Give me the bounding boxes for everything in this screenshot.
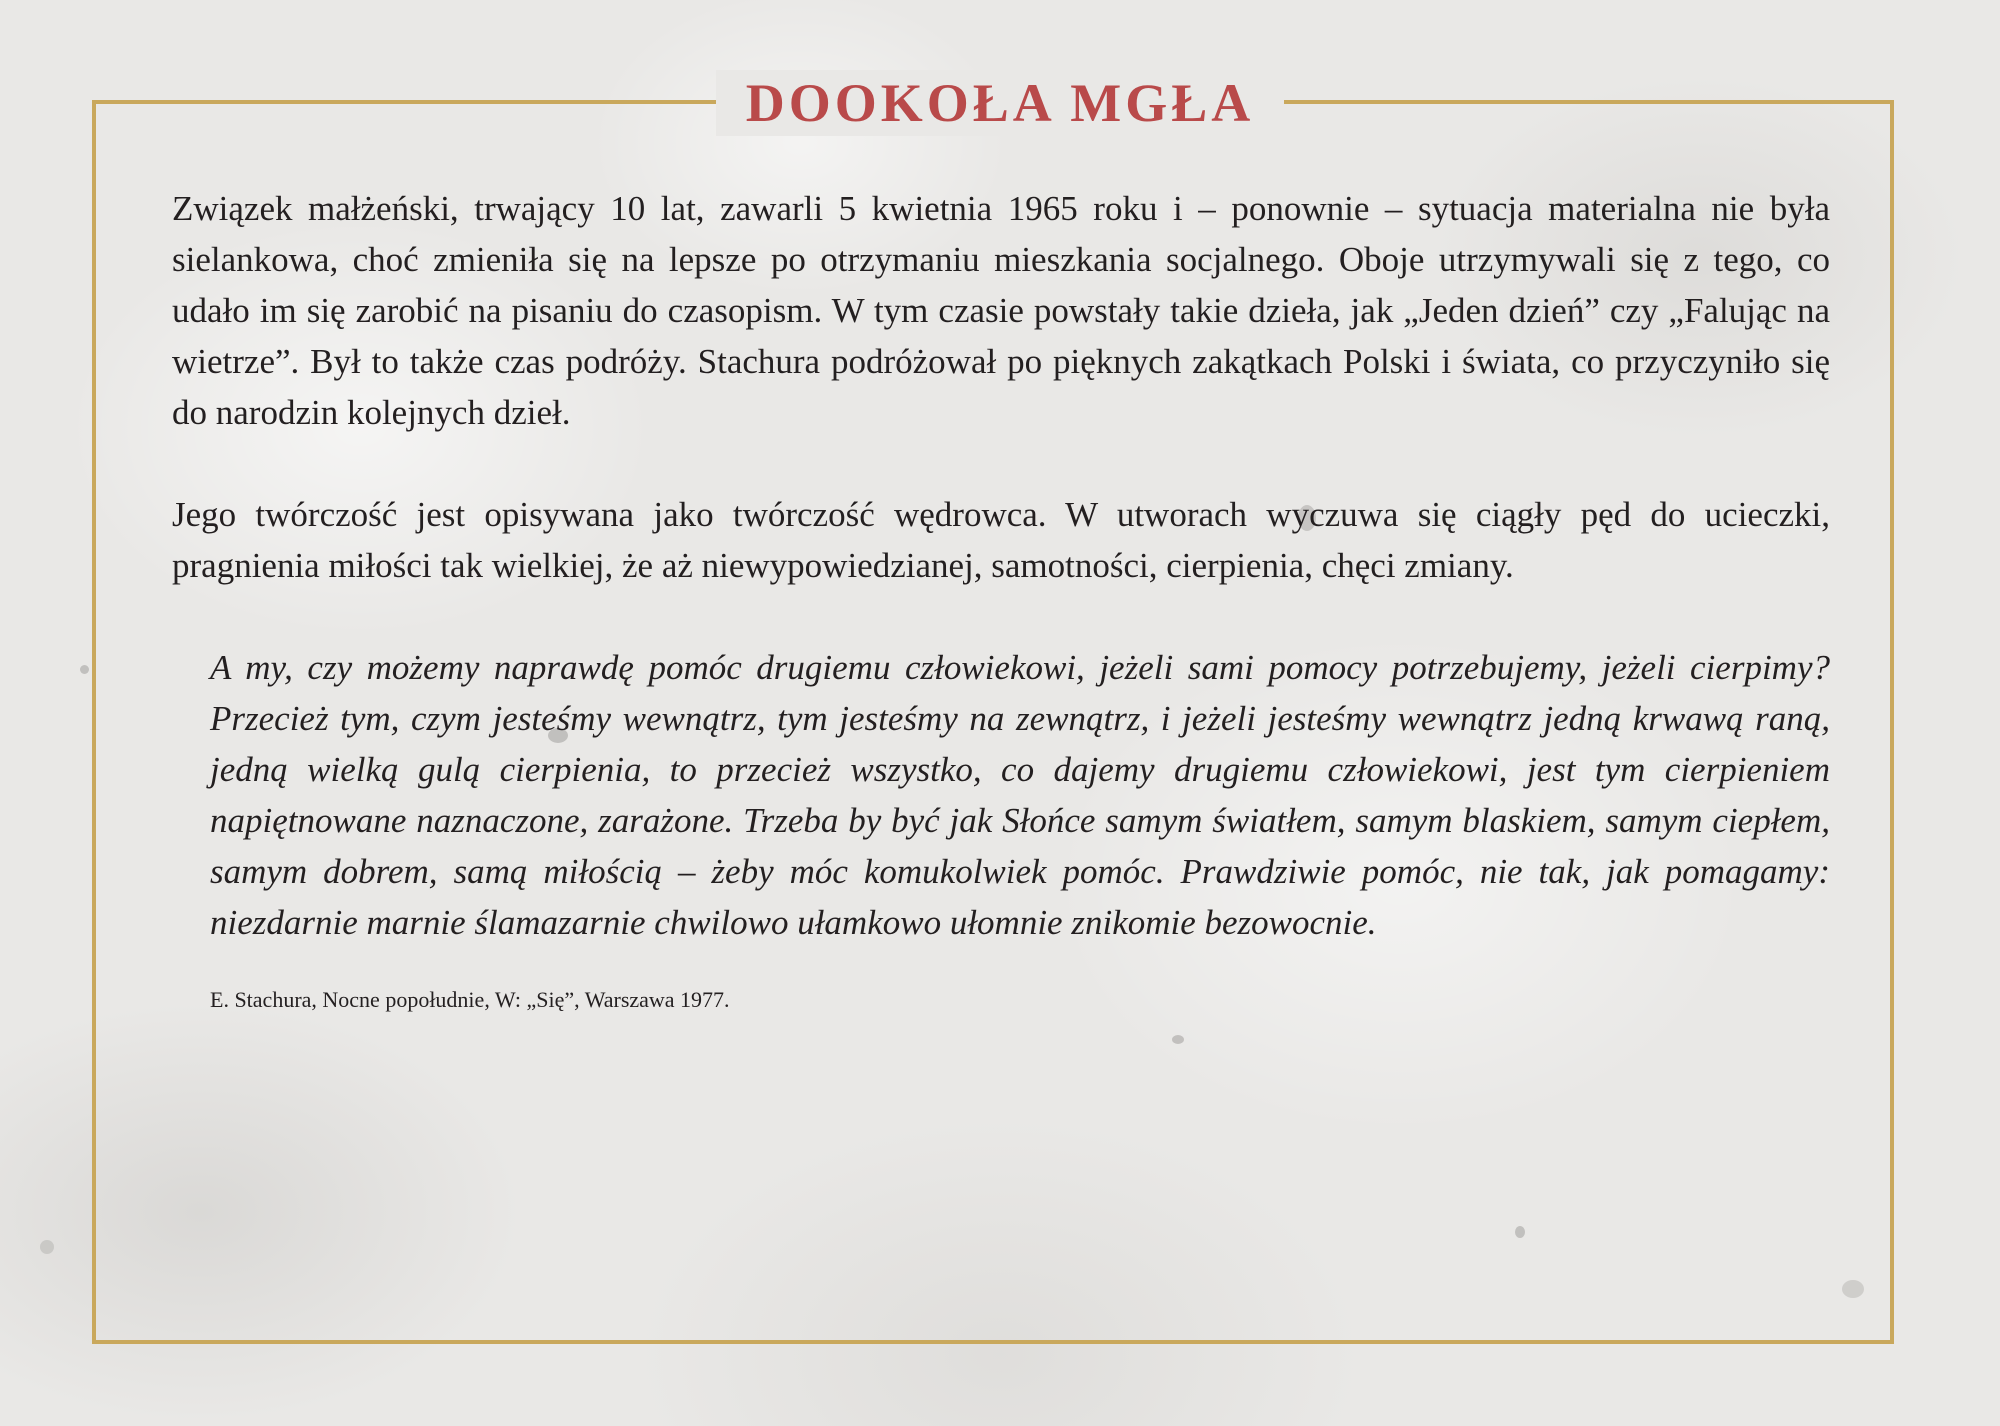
page-title: DOOKOŁA MGŁA	[716, 70, 1285, 136]
quote-citation: E. Stachura, Nocne popołudnie, W: „Się”, Warszawa 1977.	[210, 987, 730, 1012]
paper-texture-speck	[40, 1240, 54, 1254]
body-paragraph-1: Związek małżeński, trwający 10 lat, zawarli 5 kwietnia 1965 roku i – ponownie – sytuacja materialna nie była sielankowa, choć zmieniła się na lepsze po otrzymaniu mieszkania socjalnego. Oboje utrzymywali się z tego, co udało im się zarobić na pisaniu do czasopism. W tym czasie powstały takie dzieła, jak „Jeden dzień” czy „Falując na wietrze”. Był to także czas podróży. Stachura podróżował po pięknych zakątkach Polski i świata, co przyczyniło się do narodzin kolejnych dzieł.	[172, 189, 1830, 432]
body-paragraph-2: Jego twórczość jest opisywana jako twórczość wędrowca. W utworach wyczuwa się ciągły pęd do ucieczki, pragnienia miłości tak wielkiej, że aż niewypowiedzianej, samotności, cierpienia, chęci zmiany.	[172, 495, 1830, 585]
main-content	[172, 183, 1830, 1015]
paper-texture-speck	[80, 665, 89, 674]
block-quote: A my, czy możemy naprawdę pomóc drugiemu człowiekowi, jeżeli sami pomocy potrzebujemy, jeżeli cierpimy? Przecież tym, czym jesteśmy wewnątrz, tym jesteśmy na zewnątrz, i jeżeli jesteśmy wewnątrz jedną krwawą raną, jedną wielką gulą cierpienia, to przecież wszystko, co dajemy drugiemu człowiekowi, jest tym cierpieniem napiętnowane naznaczone, zarażone. Trzeba by być jak Słońce samym światłem, samym blaskiem, samym ciepłem, samym dobrem, samą miłością – żeby móc komukolwiek pomóc. Prawdziwie pomóc, nie tak, jak pomagamy: niezdarnie marnie ślamazarnie chwilowo ułamkowo ułomnie znikomie bezowocnie.	[210, 648, 1830, 942]
